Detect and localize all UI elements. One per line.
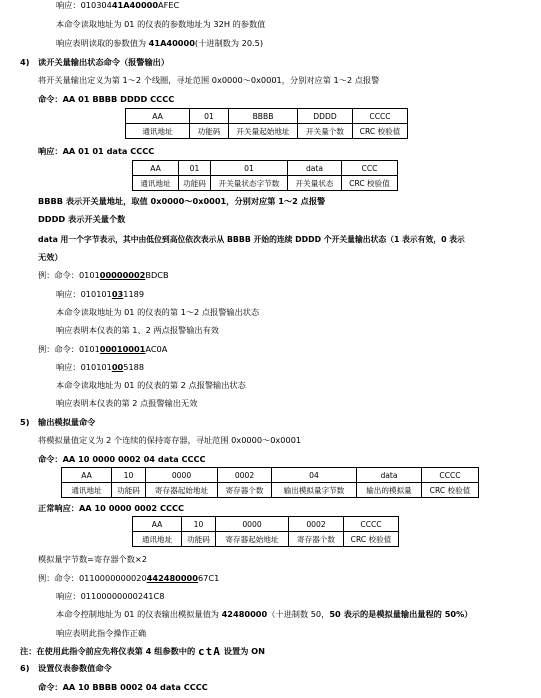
response-format-table [132, 160, 398, 191]
section-5-description: 将模拟量值定义为 2 个连续的保持寄存器，寻址范围 0x0000～0x0001 [38, 435, 302, 445]
usage-note: 注：在使用此指令前应先将仪表第 4 组参数中的 ctA 设置为 ON [20, 645, 265, 658]
table-cell: AA [62, 468, 112, 483]
table-cell: 04 [272, 468, 357, 483]
table-cell: CCC [342, 161, 398, 176]
example-2-desc-2: 响应表明本仪表的第 2 点报警输出无效 [56, 398, 198, 408]
table-cell: CCCC [353, 109, 408, 124]
response-line: 响应：01030441A40000AFEC [56, 0, 180, 10]
section-4-description: 将开关量输出定义为第 1～2 个线圈，寻址范围 0x0000～0x0001，分别对应第 1～2 点报警 [38, 75, 380, 85]
table-cell: data [288, 161, 342, 176]
table-cell: 寄存器个数 [289, 532, 344, 547]
example-1-response: 响应：010101031189 [56, 289, 145, 299]
segment-display-glyph: ctA [198, 645, 221, 658]
table-cell: 功能码 [190, 124, 229, 139]
table-cell: AA [133, 161, 179, 176]
section-5-command: 命令：AA 10 0000 0002 04 data CCCC [38, 454, 206, 464]
formula-line: 模拟量字节数=寄存器个数×2 [38, 554, 147, 564]
table-cell: data [357, 468, 422, 483]
table-cell: CCCC [344, 517, 399, 532]
example-3-desc-2: 响应表明此指令操作正确 [56, 628, 147, 638]
table-cell: 功能码 [182, 532, 216, 547]
table-cell: 功能码 [112, 483, 146, 498]
example-1-desc-2: 响应表明本仪表的第 1、2 两点报警输出有效 [56, 325, 219, 335]
table-cell: CRC 校验值 [344, 532, 399, 547]
example-1-command: 例：命令：010100000002BDCB [38, 270, 169, 280]
table-cell: 开关量状态字节数 [211, 176, 288, 191]
example-3-command: 例：命令：011000000002044248000067C1 [38, 573, 220, 583]
table-cell: CRC 校验值 [353, 124, 408, 139]
table-cell: 01 [211, 161, 288, 176]
table-cell: BBBB [229, 109, 298, 124]
table-cell: 01 [190, 109, 229, 124]
section-6-heading: 6) 设置仪表参数值命令 [20, 663, 112, 673]
table-cell: 通讯地址 [133, 532, 182, 547]
table-cell: 寄存器起始地址 [146, 483, 218, 498]
description-line: 本命令读取地址为 01 的仪表的参数地址为 32H 的参数值 [56, 19, 266, 29]
table-cell: CRC 校验值 [422, 483, 479, 498]
note-count: DDDD 表示开关量个数 [38, 214, 126, 224]
table-cell: 0000 [216, 517, 289, 532]
table-cell: CCCC [422, 468, 479, 483]
example-2-command: 例：命令：010100010001AC0A [38, 344, 168, 354]
table-cell: 寄存器起始地址 [216, 532, 289, 547]
table-cell: 开关量起始地址 [229, 124, 298, 139]
table-cell: 0000 [146, 468, 218, 483]
note-address: BBBB 表示开关量地址，取值 0x0000～0x0001，分别对应第 1～2 点报警 [38, 196, 326, 206]
section-6-command: 命令：AA 10 BBBB 0002 04 data CCCC [38, 682, 208, 692]
example-3-response: 响应：01100000000241C8 [56, 591, 165, 601]
table-cell: CRC 校验值 [342, 176, 398, 191]
note-data: data 用一个字节表示，其中由低位到高位依次表示从 BBBB 开始的连续 DDDD 个开关量输出状态（1 表示有效，0 表示 [38, 235, 465, 244]
result-line: 响应表明读取的参数值为 41A40000(十进制数为 20.5) [56, 38, 264, 48]
analog-response-table [132, 516, 399, 547]
command-format-table [125, 108, 408, 139]
section-5-heading: 5) 输出模拟量命令 [20, 417, 96, 427]
table-cell: 通讯地址 [62, 483, 112, 498]
table-cell: 通讯地址 [133, 176, 179, 191]
table-cell: AA [126, 109, 190, 124]
section-5-response: 正常响应：AA 10 0000 0002 CCCC [38, 503, 185, 513]
table-cell: 01 [179, 161, 211, 176]
table-cell: AA [133, 517, 182, 532]
table-cell: 通讯地址 [126, 124, 190, 139]
table-cell: 输出的模拟量 [357, 483, 422, 498]
table-cell: 开关量状态 [288, 176, 342, 191]
section-4-response: 响应：AA 01 01 data CCCC [38, 146, 155, 156]
table-cell: 0002 [289, 517, 344, 532]
table-cell: 10 [112, 468, 146, 483]
table-cell: 10 [182, 517, 216, 532]
table-cell: 寄存器个数 [218, 483, 272, 498]
example-2-response: 响应：010101005188 [56, 362, 145, 372]
note-data-cont: 无效） [38, 252, 63, 262]
section-4-heading: 4) 读开关量输出状态命令（报警输出） [20, 57, 170, 67]
example-1-desc-1: 本命令读取地址为 01 的仪表的第 1～2 点报警输出状态 [56, 307, 260, 317]
table-cell: DDDD [298, 109, 353, 124]
table-cell: 开关量个数 [298, 124, 353, 139]
analog-command-table [61, 467, 479, 498]
example-2-desc-1: 本命令读取地址为 01 的仪表的第 2 点报警输出状态 [56, 380, 246, 390]
example-3-desc-1: 本命令控制地址为 01 的仪表输出模拟量值为 42480000（十进制数 50，50 表示的是模拟量输出量程的 50%） [56, 609, 473, 619]
section-4-command: 命令：AA 01 BBBB DDDD CCCC [38, 94, 175, 104]
table-cell: 输出模拟量字节数 [272, 483, 357, 498]
table-cell: 功能码 [179, 176, 211, 191]
table-cell: 0002 [218, 468, 272, 483]
